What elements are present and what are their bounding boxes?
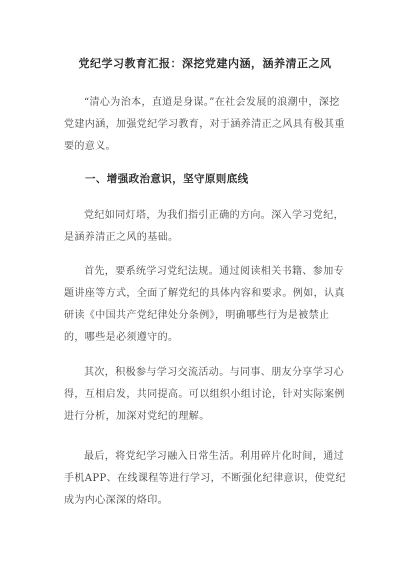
body-paragraph: 最后，将党纪学习融入日常生活。利用碎片化时间，通过手机APP、在线课程等进行学习，不断强化纪律意识，使党纪成为内心深深的烙印。 <box>64 451 346 506</box>
intro-paragraph: “清心为治本，直道是身谋。”在社会发展的浪潮中，深挖党建内涵，加强党纪学习教育，对于涵养清正之风具有极其重要的意义。 <box>64 97 345 152</box>
body-paragraph: 首先，要系统学习党纪法规。通过阅读相关书籍、参加专题讲座等方式，全面了解党纪的具体内容和要求。例如，认真研读《中国共产党纪律处分条例》，明确哪些行为是被禁止的，哪些是必须遵守的。 <box>64 266 345 343</box>
body-paragraph: 党纪如同灯塔，为我们指引正确的方向。深入学习党纪，是涵养清正之风的基础。 <box>64 210 344 243</box>
body-paragraph: 其次，积极参与学习交流活动。与同事、朋友分享学习心得，互相启发，共同提高。可以组织小组讨论，针对实际案例进行分析，加深对党纪的理解。 <box>64 367 345 422</box>
section-heading: 一、增强政治意识，坚守原则底线 <box>85 173 249 185</box>
document-title: 党纪学习教育汇报：深挖党建内涵，涵养清正之风 <box>78 57 332 70</box>
